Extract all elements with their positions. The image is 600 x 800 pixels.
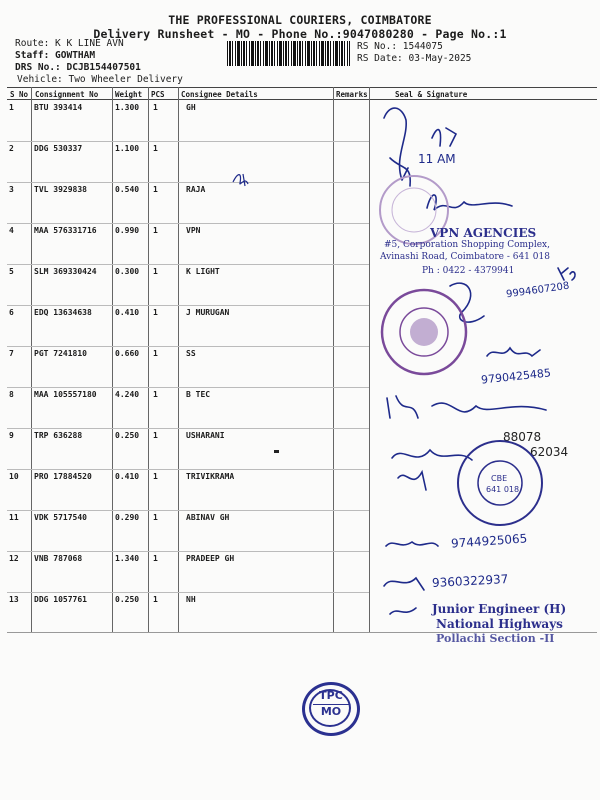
row-sno: 13 <box>9 595 19 604</box>
row-consignee: RAJA <box>186 185 206 194</box>
row-rule <box>7 346 369 347</box>
ink-mark <box>230 168 254 190</box>
rs-number: RS No.: 1544075 <box>357 41 443 52</box>
handwritten-note2-row9: 62034 <box>530 445 569 459</box>
row-pcs: 1 <box>153 513 158 522</box>
row-weight: 1.300 <box>115 103 140 112</box>
row-consignee: J MURUGAN <box>186 308 230 317</box>
row-consignment: SLM 369330424 <box>34 267 97 276</box>
vpn-stamp-name: VPN AGENCIES <box>430 226 537 240</box>
row-consignment: DDG 530337 <box>34 144 83 153</box>
row-pcs: 1 <box>153 554 158 563</box>
row-pcs: 1 <box>153 472 158 481</box>
col-header-remarks: Remarks <box>336 90 368 99</box>
row-pcs: 1 <box>153 226 158 235</box>
row-weight: 0.250 <box>115 595 140 604</box>
row-weight: 0.990 <box>115 226 140 235</box>
row-consignee: PRADEEP GH <box>186 554 235 563</box>
handwritten-note-row11: 9744925065 <box>450 531 528 551</box>
nh-stamp-line3: Pollachi Section -II <box>436 632 555 645</box>
nh-stamp-line1: Junior Engineer (H) <box>432 602 567 616</box>
vpn-round-seal <box>378 286 470 378</box>
row-rule <box>7 264 369 265</box>
row-consignee: VPN <box>186 226 201 235</box>
vpn-stamp-phone: Ph : 0422 - 4379941 <box>422 266 515 276</box>
row-rule <box>7 592 369 593</box>
route-text: Route: K K LINE AVN <box>15 38 124 49</box>
col-header-pcs: PCS <box>151 90 165 99</box>
row-sno: 7 <box>9 349 14 358</box>
row-sno: 6 <box>9 308 14 317</box>
drs-value: DCJB154407501 <box>66 62 141 73</box>
col-header-weight: Weight <box>115 90 143 99</box>
row-consignment: VNB 787068 <box>34 554 83 563</box>
row-consignee: GH <box>186 103 196 112</box>
col-header-consignee: Consignee Details <box>181 90 258 99</box>
row-consignee: K LIGHT <box>186 267 220 276</box>
row-weight: 0.660 <box>115 349 140 358</box>
row-sno: 2 <box>9 144 14 153</box>
row-weight: 0.540 <box>115 185 140 194</box>
row-sno: 3 <box>9 185 14 194</box>
row-sno: 1 <box>9 103 14 112</box>
vehicle-text: Vehicle: Two Wheeler Delivery <box>17 74 183 85</box>
row-consignment: EDQ 13634638 <box>34 308 92 317</box>
row-rule <box>7 223 369 224</box>
row-pcs: 1 <box>153 308 158 317</box>
vpn-stamp-address2: Avinashi Road, Coimbatore - 641 018 <box>380 252 550 262</box>
vpn-stamp-address1: #5, Corporation Shopping Complex, <box>384 240 550 250</box>
row-consignment: PRO 17884520 <box>34 472 92 481</box>
row-pcs: 1 <box>153 349 158 358</box>
rs-date: RS Date: 03-May-2025 <box>357 53 472 64</box>
row-weight: 0.410 <box>115 308 140 317</box>
row-consignee: USHARANI <box>186 431 225 440</box>
row-rule <box>7 469 369 470</box>
ink-dot <box>274 450 279 453</box>
row-consignment: VDK 5717540 <box>34 513 87 522</box>
row-rule <box>7 305 369 306</box>
row-consignment: MAA 576331716 <box>34 226 97 235</box>
nh-stamp-line2: National Highways <box>436 617 563 631</box>
row-consignee: B TEC <box>186 390 211 399</box>
row-sno: 5 <box>9 267 14 276</box>
drs-label: DRS No.: <box>15 62 61 73</box>
row-weight: 0.290 <box>115 513 140 522</box>
row-pcs: 1 <box>153 185 158 194</box>
row-consignment: PGT 7241810 <box>34 349 87 358</box>
tpc-stamp-top-text: TPC <box>319 689 343 702</box>
row-pcs: 1 <box>153 144 158 153</box>
row-sno: 10 <box>9 472 19 481</box>
row-weight: 4.240 <box>115 390 140 399</box>
row-consignment: TRP 636288 <box>34 431 83 440</box>
row-weight: 1.100 <box>115 144 140 153</box>
col-header-consignment: Consignment No <box>35 90 99 99</box>
row-weight: 0.300 <box>115 267 140 276</box>
drs-number <box>15 62 141 73</box>
row-sno: 9 <box>9 431 14 440</box>
row-pcs: 1 <box>153 431 158 440</box>
trivikrama-seal-city: CBE <box>491 474 508 483</box>
trivikrama-seal-pin: 641 018 <box>486 485 520 494</box>
row-pcs: 1 <box>153 390 158 399</box>
handwritten-phone-row7: 9790425485 <box>480 366 552 387</box>
row-pcs: 1 <box>153 267 158 276</box>
col-header-sno: S No <box>10 90 29 99</box>
row-consignment: BTU 393414 <box>34 103 83 112</box>
row-sno: 12 <box>9 554 19 563</box>
row-rule <box>7 141 369 142</box>
row-weight: 1.340 <box>115 554 140 563</box>
tpc-stamp-bottom-text: MO <box>313 704 349 718</box>
row-pcs: 1 <box>153 103 158 112</box>
row-consignment: DDG 1057761 <box>34 595 87 604</box>
handwritten-note-row9: 88078 <box>503 430 542 444</box>
row-rule <box>7 387 369 388</box>
row-consignment: TVL 3929838 <box>34 185 87 194</box>
row-pcs: 1 <box>153 595 158 604</box>
row-rule <box>7 551 369 552</box>
handwritten-time: 11 AM <box>418 152 456 166</box>
row-sno: 11 <box>9 513 19 522</box>
row-rule <box>7 182 369 183</box>
table-top-rule <box>7 87 597 88</box>
row-sno: 4 <box>9 226 14 235</box>
staff-text: Staff: GOWTHAM <box>15 50 96 61</box>
col-header-seal: Seal & Signature <box>395 90 468 99</box>
row-consignee: SS <box>186 349 196 358</box>
row-weight: 0.250 <box>115 431 140 440</box>
tpc-mo-stamp <box>302 682 360 736</box>
row-rule <box>7 428 369 429</box>
row-consignee: ABINAV GH <box>186 513 230 522</box>
trivikrama-round-seal <box>454 437 546 529</box>
handwritten-note-row12: 9360322937 <box>431 572 509 590</box>
handwritten-phone-row6: 9994607208 <box>505 280 571 301</box>
runsheet-subtitle: Delivery Runsheet - MO - Phone No.:9047080280 - Page No.:1 <box>93 27 507 41</box>
barcode-image <box>227 41 350 66</box>
row-weight: 0.410 <box>115 472 140 481</box>
row-consignment: MAA 105557180 <box>34 390 97 399</box>
row-consignee: TRIVIKRAMA <box>186 472 235 481</box>
row-sno: 8 <box>9 390 14 399</box>
row-rule <box>7 510 369 511</box>
company-title: THE PROFESSIONAL COURIERS, COIMBATORE <box>168 13 432 27</box>
row-consignee: NH <box>186 595 196 604</box>
